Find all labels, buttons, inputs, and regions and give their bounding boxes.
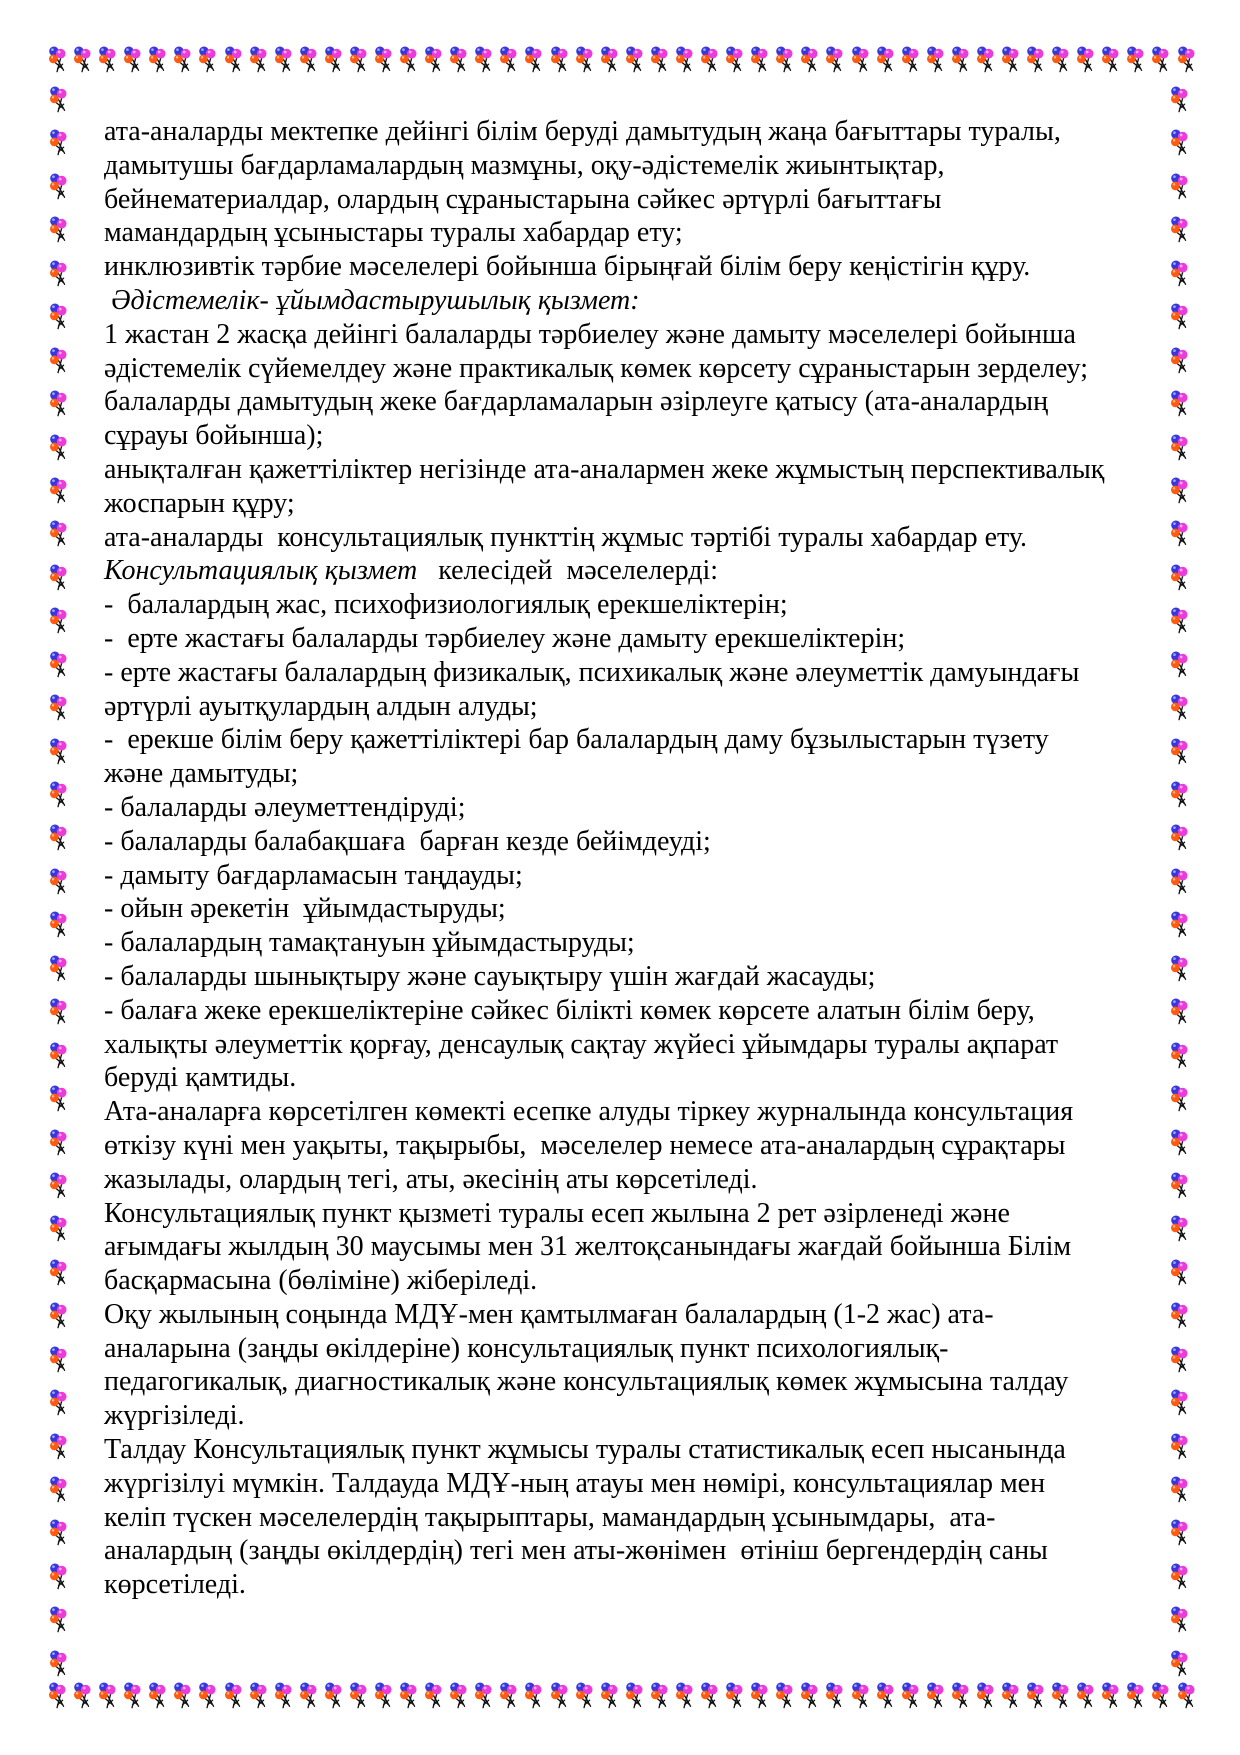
text-line (104, 1467, 1152, 1501)
text-segment: бейнематериалдар, олардың сұраныстарына сәйкес әртүрлі бағыттағы (104, 183, 942, 215)
balloons-icon (49, 1476, 68, 1504)
balloons-icon (575, 46, 594, 74)
text-segment: - балаға жеке ерекшеліктеріне сәйкес білікті көмек көрсете алатын білім беру, (104, 994, 1035, 1026)
balloons-icon (876, 46, 895, 74)
balloons-icon (1170, 129, 1189, 157)
balloons-icon (976, 46, 995, 74)
balloons-icon (1170, 911, 1189, 939)
balloons-icon (49, 477, 68, 505)
balloons-icon (1170, 1563, 1189, 1591)
decorative-border-right (1170, 86, 1192, 1678)
balloons-icon (1170, 694, 1189, 722)
balloons-icon (1026, 46, 1045, 74)
text-line (104, 1095, 1152, 1129)
balloons-icon (1170, 564, 1189, 592)
text-line (104, 656, 1152, 690)
text-segment: Консультациялық пункт қызметі туралы есеп жылына 2 рет әзірленеді және (104, 1197, 1010, 1229)
balloons-icon (374, 1682, 393, 1710)
balloons-icon (249, 1682, 268, 1710)
text-segment: 1 жастан 2 жасқа дейінгі балаларды тәрбиелеу және дамыту мәселелері бойынша (104, 318, 1076, 350)
text-line (104, 385, 1152, 419)
balloons-icon (98, 46, 117, 74)
balloons-icon (274, 1682, 293, 1710)
text-line (104, 723, 1152, 757)
text-line (104, 419, 1152, 453)
text-segment: халықты әлеуметтік қорғау, денсаулық сақтау жүйесі ұйымдары туралы ақпарат (104, 1028, 1059, 1060)
balloons-icon (750, 1682, 769, 1710)
text-segment: әдістемелік сүйемелдеу және практикалық көмек көрсету сұраныстарын зерделеу; (104, 352, 1089, 384)
text-line (104, 588, 1152, 622)
balloons-icon (650, 1682, 669, 1710)
balloons-icon (775, 46, 794, 74)
balloons-icon (775, 1682, 794, 1710)
balloons-icon (1170, 216, 1189, 244)
text-segment: ағымдағы жылдың 30 маусымы мен 31 желтоқсанындағы жағдай бойынша Білім (104, 1231, 1072, 1263)
text-segment: беруді қамтиды. (104, 1062, 297, 1094)
balloons-icon (49, 998, 68, 1026)
balloons-icon (49, 1172, 68, 1200)
balloons-icon (1170, 824, 1189, 852)
balloons-icon (49, 1389, 68, 1417)
text-segment: өткізу күні мен уақыты, тақырыбы, мәселелер немесе ата-аналардың сұрақтары (104, 1129, 1066, 1161)
text-line (104, 149, 1152, 183)
text-line (104, 622, 1152, 656)
balloons-icon (1170, 260, 1189, 288)
balloons-icon (1170, 1433, 1189, 1461)
balloons-icon (49, 1302, 68, 1330)
balloons-icon (1170, 955, 1189, 983)
balloons-icon (324, 46, 343, 74)
text-segment: ата-аналарды консультациялық пункттің жұмыс тәртібі туралы хабардар ету. (104, 521, 1028, 553)
balloons-icon (951, 46, 970, 74)
decorative-border-top (48, 46, 1196, 76)
text-line (104, 115, 1152, 149)
balloons-icon (1170, 651, 1189, 679)
text-line (104, 1230, 1152, 1264)
balloons-icon (1001, 46, 1020, 74)
text-segment: - ойын әрекетін ұйымдастыруды; (104, 893, 506, 925)
balloons-icon (49, 1215, 68, 1243)
document-text (104, 115, 1152, 1602)
balloons-icon (1001, 1682, 1020, 1710)
balloons-icon (48, 46, 67, 74)
balloons-icon (1101, 1682, 1120, 1710)
balloons-icon (876, 1682, 895, 1710)
balloons-icon (299, 1682, 318, 1710)
balloons-icon (499, 46, 518, 74)
balloons-icon (49, 955, 68, 983)
balloons-icon (524, 1682, 543, 1710)
balloons-icon (725, 1682, 744, 1710)
balloons-icon (1170, 1129, 1189, 1157)
balloons-icon (901, 46, 920, 74)
balloons-icon (474, 46, 493, 74)
text-line (104, 1534, 1152, 1568)
text-segment: - ерекше білім беру қажеттіліктері бар балалардың даму бұзылыстарын түзету (104, 724, 1049, 756)
balloons-icon (49, 911, 68, 939)
text-segment: келесідей мәселелерді: (417, 555, 719, 587)
balloons-icon (49, 781, 68, 809)
text-line (104, 318, 1152, 352)
balloons-icon (299, 46, 318, 74)
decorative-border-bottom (48, 1682, 1196, 1712)
balloons-icon (1170, 1606, 1189, 1634)
balloons-icon (1170, 781, 1189, 809)
balloons-icon (224, 46, 243, 74)
balloons-icon (324, 1682, 343, 1710)
balloons-icon (1026, 1682, 1045, 1710)
balloons-icon (499, 1682, 518, 1710)
balloons-icon (1076, 1682, 1095, 1710)
balloons-icon (49, 216, 68, 244)
text-line (104, 1129, 1152, 1163)
balloons-icon (1170, 173, 1189, 201)
balloons-icon (49, 1563, 68, 1591)
balloons-icon (600, 46, 619, 74)
balloons-icon (1170, 1650, 1189, 1678)
balloons-icon (449, 1682, 468, 1710)
balloons-icon (349, 46, 368, 74)
balloons-icon (1170, 607, 1189, 635)
text-line (104, 1433, 1152, 1467)
balloons-icon (800, 46, 819, 74)
balloons-icon (625, 1682, 644, 1710)
balloons-icon (49, 1346, 68, 1374)
text-line (104, 216, 1152, 250)
text-line (104, 1298, 1152, 1332)
balloons-icon (49, 1042, 68, 1070)
balloons-icon (700, 1682, 719, 1710)
balloons-icon (550, 1682, 569, 1710)
balloons-icon (825, 1682, 844, 1710)
balloons-icon (49, 520, 68, 548)
text-segment: жазылады, олардың тегі, аты, әкесінің аты көрсетіледі. (104, 1163, 758, 1195)
text-segment: - ерте жастағы балалардың физикалық, психикалық және әлеуметтік дамуындағы (104, 656, 1080, 688)
balloons-icon (1151, 1682, 1170, 1710)
balloons-icon (1170, 868, 1189, 896)
text-line (104, 960, 1152, 994)
balloons-icon (49, 651, 68, 679)
balloons-icon (198, 46, 217, 74)
text-line (104, 487, 1152, 521)
text-segment: - ерте жастағы балаларды тәрбиелеу және дамыту ерекшеліктерін; (104, 622, 906, 654)
text-line (104, 825, 1152, 859)
text-line (104, 1028, 1152, 1062)
balloons-icon (650, 46, 669, 74)
text-segment: және дамытуды; (104, 758, 299, 790)
balloons-icon (1170, 434, 1189, 462)
balloons-icon (1170, 477, 1189, 505)
balloons-icon (550, 46, 569, 74)
text-segment: аналарына (заңды өкілдеріне) консультациялық пункт психологиялық- (104, 1332, 949, 1364)
balloons-icon (123, 1682, 142, 1710)
balloons-icon (1177, 1682, 1196, 1710)
balloons-icon (800, 1682, 819, 1710)
text-line (104, 1163, 1152, 1197)
text-segment: мамандардың ұсыныстары туралы хабардар ету; (104, 217, 683, 249)
text-segment: жоспарын құру; (104, 487, 295, 519)
text-segment: дамытушы бағдарламалардың мазмұны, оқу-әдістемелік жиынтықтар, (104, 149, 945, 181)
text-segment: ата-аналарды мектепке дейінгі білім беруді дамытудың жаңа бағыттары туралы, (104, 116, 1061, 147)
balloons-icon (1170, 1259, 1189, 1287)
balloons-icon (49, 607, 68, 635)
balloons-icon (49, 1606, 68, 1634)
balloons-icon (424, 1682, 443, 1710)
balloons-icon (901, 1682, 920, 1710)
balloons-icon (750, 46, 769, 74)
balloons-icon (1051, 1682, 1070, 1710)
text-line (104, 757, 1152, 791)
balloons-icon (123, 46, 142, 74)
balloons-icon (926, 46, 945, 74)
balloons-icon (1170, 347, 1189, 375)
balloons-icon (976, 1682, 995, 1710)
text-segment: инклюзивтік тәрбие мәселелері бойынша бірыңғай білім беру кеңістігін құру. (104, 251, 1031, 283)
text-segment: - дамыту бағдарламасын таңдауды; (104, 859, 523, 891)
balloons-icon (1170, 1389, 1189, 1417)
text-segment: Оқу жылының соңында МДҰ-мен қамтылмаған балалардың (1-2 жас) ата- (104, 1298, 994, 1330)
balloons-icon (49, 303, 68, 331)
balloons-icon (49, 1519, 68, 1547)
text-segment: әртүрлі ауытқулардың алдын алуды; (104, 690, 538, 722)
text-line (104, 352, 1152, 386)
balloons-icon (951, 1682, 970, 1710)
balloons-icon (374, 46, 393, 74)
text-line (104, 791, 1152, 825)
text-segment: анықталған қажеттіліктер негізінде ата-аналармен жеке жұмыстың перспективалық (104, 453, 1105, 485)
text-line (104, 859, 1152, 893)
balloons-icon (1170, 1215, 1189, 1243)
text-segment: - балалардың жас, психофизиологиялық ерекшеліктерін; (104, 589, 788, 621)
balloons-icon (1051, 46, 1070, 74)
balloons-icon (851, 1682, 870, 1710)
balloons-icon (49, 260, 68, 288)
balloons-icon (49, 694, 68, 722)
balloons-icon (249, 46, 268, 74)
text-segment: көрсетіледі. (104, 1569, 246, 1601)
text-segment: аналардың (заңды өкілдердің) тегі мен аты-жөнімен өтініш бергендердің саны (104, 1535, 1048, 1567)
balloons-icon (825, 46, 844, 74)
balloons-icon (49, 824, 68, 852)
text-line (104, 284, 1152, 318)
text-line (104, 1365, 1152, 1399)
balloons-icon (1170, 390, 1189, 418)
text-segment: Талдау Консультациялық пункт жұмысы туралы статистикалық есеп нысанында (104, 1434, 1066, 1466)
balloons-icon (600, 1682, 619, 1710)
balloons-icon (1170, 738, 1189, 766)
heading-segment: Консультациялық қызмет (104, 555, 418, 587)
text-line (104, 250, 1152, 284)
balloons-icon (1126, 1682, 1145, 1710)
text-segment: келіп түскен мәселелердің тақырыптары, мамандардың ұсынымдары, ата- (104, 1501, 996, 1533)
balloons-icon (198, 1682, 217, 1710)
text-line (104, 1264, 1152, 1298)
balloons-icon (625, 46, 644, 74)
text-line (104, 892, 1152, 926)
text-segment: - балалардың тамақтануын ұйымдастыруды; (104, 927, 635, 959)
balloons-icon (49, 434, 68, 462)
balloons-icon (1170, 520, 1189, 548)
text-line (104, 926, 1152, 960)
balloons-icon (1151, 46, 1170, 74)
balloons-icon (725, 46, 744, 74)
text-line (104, 1568, 1152, 1602)
balloons-icon (173, 1682, 192, 1710)
text-line (104, 554, 1152, 588)
balloons-icon (349, 1682, 368, 1710)
balloons-icon (1170, 1085, 1189, 1113)
text-line (104, 1197, 1152, 1231)
balloons-icon (1170, 1476, 1189, 1504)
text-segment: басқармасына (бөліміне) жіберіледі. (104, 1265, 538, 1297)
text-line (104, 690, 1152, 724)
balloons-icon (49, 1085, 68, 1113)
text-segment: жүргізілуі мүмкін. Талдауда МДҰ-ның атауы мен нөмірі, консультациялар мен (104, 1467, 1046, 1499)
balloons-icon (399, 1682, 418, 1710)
balloons-icon (49, 1650, 68, 1678)
balloons-icon (49, 738, 68, 766)
balloons-icon (1170, 1346, 1189, 1374)
balloons-icon (73, 1682, 92, 1710)
balloons-icon (700, 46, 719, 74)
balloons-icon (851, 46, 870, 74)
text-line (104, 183, 1152, 217)
balloons-icon (48, 1682, 67, 1710)
balloons-icon (1101, 46, 1120, 74)
balloons-icon (49, 129, 68, 157)
balloons-icon (49, 86, 68, 114)
text-segment: - балаларды әлеуметтендіруді; (104, 791, 466, 823)
balloons-icon (274, 46, 293, 74)
balloons-icon (49, 390, 68, 418)
balloons-icon (926, 1682, 945, 1710)
balloons-icon (424, 46, 443, 74)
text-line (104, 1061, 1152, 1095)
text-segment: балаларды дамытудың жеке бағдарламаларын әзірлеуге қатысу (ата-аналардың (104, 386, 1049, 418)
balloons-icon (148, 1682, 167, 1710)
balloons-icon (224, 1682, 243, 1710)
heading-segment: Әдістемелік- ұйымдастырушылық қызмет: (104, 284, 640, 316)
text-segment: - балаларды шынықтыру және сауықтыру үшін жағдай жасауды; (104, 960, 876, 992)
text-line (104, 453, 1152, 487)
balloons-icon (1076, 46, 1095, 74)
balloons-icon (675, 1682, 694, 1710)
text-line (104, 1332, 1152, 1366)
balloons-icon (49, 1259, 68, 1287)
balloons-icon (474, 1682, 493, 1710)
balloons-icon (1170, 1519, 1189, 1547)
balloons-icon (1170, 1172, 1189, 1200)
balloons-icon (1170, 86, 1189, 114)
balloons-icon (675, 46, 694, 74)
balloons-icon (49, 868, 68, 896)
balloons-icon (1170, 1302, 1189, 1330)
text-segment: жүргізіледі. (104, 1400, 245, 1432)
balloons-icon (449, 46, 468, 74)
balloons-icon (399, 46, 418, 74)
text-line (104, 994, 1152, 1028)
text-segment: сұрауы бойынша); (104, 420, 324, 452)
text-line (104, 521, 1152, 555)
balloons-icon (575, 1682, 594, 1710)
balloons-icon (1170, 1042, 1189, 1070)
balloons-icon (49, 1433, 68, 1461)
decorative-border-left (49, 86, 71, 1678)
balloons-icon (98, 1682, 117, 1710)
text-line (104, 1501, 1152, 1535)
balloons-icon (49, 173, 68, 201)
text-segment: педагогикалық, диагностикалық және консультациялық көмек жұмысына талдау (104, 1366, 1069, 1398)
balloons-icon (173, 46, 192, 74)
text-segment: - балаларды балабақшаға барған кезде бейімдеуді; (104, 825, 711, 857)
balloons-icon (49, 564, 68, 592)
balloons-icon (524, 46, 543, 74)
text-line (104, 1399, 1152, 1433)
balloons-icon (1170, 303, 1189, 331)
balloons-icon (1126, 46, 1145, 74)
balloons-icon (49, 347, 68, 375)
balloons-icon (73, 46, 92, 74)
balloons-icon (1170, 998, 1189, 1026)
balloons-icon (49, 1129, 68, 1157)
balloons-icon (1177, 46, 1196, 74)
balloons-icon (148, 46, 167, 74)
text-segment: Ата-аналарға көрсетілген көмекті есепке алуды тіркеу журналында консультация (104, 1096, 1074, 1128)
